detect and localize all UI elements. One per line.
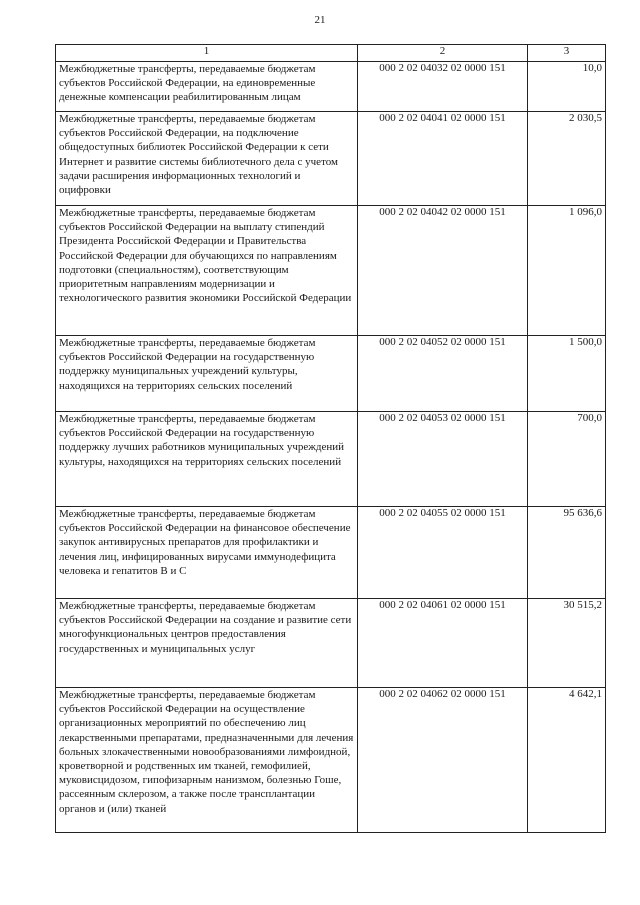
row-description: Межбюджетные трансферты, передаваемые бюджетам субъектов Российской Федерации на осуществление организационных мероприятий по обеспечению лиц лекарственными препаратами, предназначенными для лечения больных злокачественными новообразованиями лимфоидной, кроветворной и родственных им тканей, гемофилией, муковисцидозом, гипофизарным нанизмом, болезнью Гоше, рассеянным склерозом, а также после трансплантации органов и (или) тканей	[56, 688, 358, 833]
budget-table	[55, 44, 606, 833]
row-amount: 2 030,5	[528, 112, 606, 206]
row-code: 000 2 02 04053 02 0000 151	[358, 412, 528, 507]
column-header-2: 2	[358, 45, 528, 62]
row-amount: 30 515,2	[528, 599, 606, 688]
row-amount: 1 500,0	[528, 336, 606, 412]
row-code: 000 2 02 04062 02 0000 151	[358, 688, 528, 833]
table-row	[56, 688, 606, 833]
row-code: 000 2 02 04055 02 0000 151	[358, 507, 528, 599]
row-code: 000 2 02 04061 02 0000 151	[358, 599, 528, 688]
table-row	[56, 599, 606, 688]
row-description: Межбюджетные трансферты, передаваемые бюджетам субъектов Российской Федерации на государственную поддержку муниципальных учреждений культуры, находящихся на территориях сельских поселений	[56, 336, 358, 412]
row-description: Межбюджетные трансферты, передаваемые бюджетам субъектов Российской Федерации, на подключение общедоступных библиотек Российской Федерации к сети Интернет и развитие системы библиотечного дела с учетом задачи расширения информационных технологий и оцифровки	[56, 112, 358, 206]
column-header-1: 1	[56, 45, 358, 62]
row-code: 000 2 02 04052 02 0000 151	[358, 336, 528, 412]
row-description: Межбюджетные трансферты, передаваемые бюджетам субъектов Российской Федерации на выплату стипендий Президента Российской Федерации и Правительства Российской Федерации для обучающихся по направлениям подготовки (специальностям), соответствующим приоритетным направлениям модернизации и технологического развития экономики Российской Федерации	[56, 206, 358, 336]
row-description: Межбюджетные трансферты, передаваемые бюджетам субъектов Российской Федерации на создание и развитие сети многофункциональных центров предоставления государственных и муниципальных услуг	[56, 599, 358, 688]
row-description: Межбюджетные трансферты, передаваемые бюджетам субъектов Российской Федерации на государственную поддержку лучших работников муниципальных учреждений культуры, находящихся на территориях сельских поселений	[56, 412, 358, 507]
row-description: Межбюджетные трансферты, передаваемые бюджетам субъектов Российской Федерации, на единовременные денежные компенсации реабилитированным лицам	[56, 62, 358, 112]
page-number: 21	[314, 14, 326, 26]
table-row	[56, 62, 606, 112]
row-amount: 10,0	[528, 62, 606, 112]
table-row	[56, 336, 606, 412]
row-code: 000 2 02 04032 02 0000 151	[358, 62, 528, 112]
table-row	[56, 206, 606, 336]
row-code: 000 2 02 04041 02 0000 151	[358, 112, 528, 206]
row-amount: 700,0	[528, 412, 606, 507]
row-description: Межбюджетные трансферты, передаваемые бюджетам субъектов Российской Федерации на финансовое обеспечение закупок антивирусных препаратов для профилактики и лечения лиц, инфицированных вирусами иммунодефицита человека и гепатитов В и С	[56, 507, 358, 599]
table-header-row	[56, 45, 606, 62]
row-amount: 1 096,0	[528, 206, 606, 336]
row-amount: 4 642,1	[528, 688, 606, 833]
column-header-3: 3	[528, 45, 606, 62]
table-row	[56, 112, 606, 206]
table-row	[56, 507, 606, 599]
row-amount: 95 636,6	[528, 507, 606, 599]
row-code: 000 2 02 04042 02 0000 151	[358, 206, 528, 336]
table-row	[56, 412, 606, 507]
